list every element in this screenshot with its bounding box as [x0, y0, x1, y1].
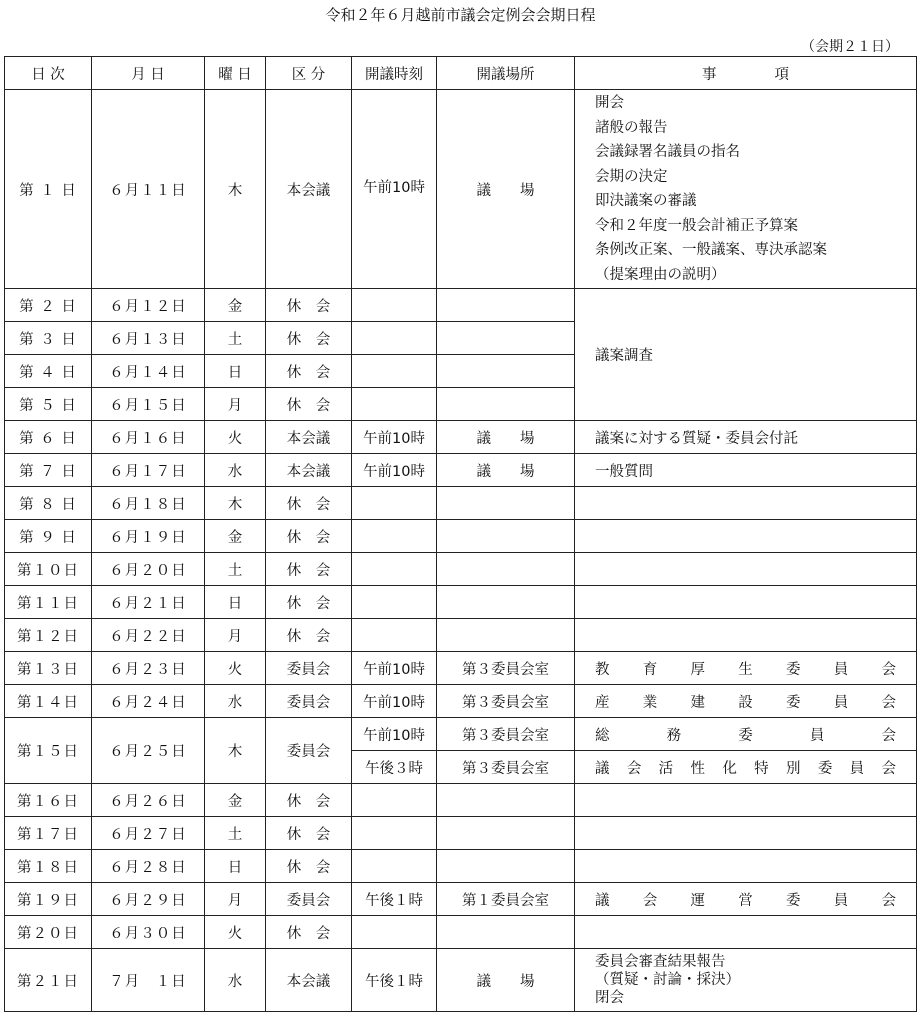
- day-cell: 第 ２ 日: [5, 289, 92, 322]
- table-row: [5, 586, 917, 619]
- date-cell: ６月２８日: [92, 850, 205, 883]
- venue-cell: [437, 916, 575, 949]
- start-time-cell: [352, 916, 437, 949]
- session-type-cell: 委員会: [266, 883, 352, 916]
- weekday-cell: 月: [205, 619, 266, 652]
- venue-cell: [437, 289, 575, 322]
- session-type-cell: 休 会: [266, 322, 352, 355]
- venue-cell: 議 場: [437, 949, 575, 1012]
- start-time-cell: [352, 289, 437, 322]
- session-type-cell: 本会議: [266, 421, 352, 454]
- table-row: [5, 850, 917, 883]
- date-cell: ６月２７日: [92, 817, 205, 850]
- venue-cell: [437, 388, 575, 421]
- day-cell: 第 ５ 日: [5, 388, 92, 421]
- agenda-item: 会議録署名議員の指名: [595, 144, 740, 160]
- agenda-item: 条例改正案、一般議案、専決承認案: [595, 242, 827, 258]
- header-cell: 曜 日: [205, 57, 266, 90]
- agenda-cell: 議案調査: [575, 289, 917, 421]
- venue-cell: 第３委員会室: [437, 652, 575, 685]
- agenda-cell: [575, 949, 917, 1012]
- weekday-cell: 火: [205, 652, 266, 685]
- header-row: [5, 57, 917, 90]
- day-cell: 第１４日: [5, 685, 92, 718]
- page-title: 令和２年６月越前市議会定例会会期日程: [325, 6, 596, 24]
- weekday-cell: 水: [205, 949, 266, 1012]
- venue-cell: 第３委員会室: [437, 685, 575, 718]
- start-time-cell: 午前10時: [352, 685, 437, 718]
- session-type-cell: 休 会: [266, 553, 352, 586]
- date-cell: ６月２４日: [92, 685, 205, 718]
- table-row: [5, 685, 917, 718]
- day-cell: 第 ６ 日: [5, 421, 92, 454]
- agenda-cell: [575, 553, 917, 586]
- date-cell: ６月１４日: [92, 355, 205, 388]
- weekday-cell: 金: [205, 520, 266, 553]
- day-cell: 第 ７ 日: [5, 454, 92, 487]
- table-row: [5, 784, 917, 817]
- date-cell: ６月１３日: [92, 322, 205, 355]
- agenda-item: 閉会: [595, 990, 624, 1006]
- session-type-cell: 休 会: [266, 388, 352, 421]
- weekday-cell: 日: [205, 586, 266, 619]
- table-row: [5, 90, 917, 289]
- table-row: [5, 883, 917, 916]
- weekday-cell: 土: [205, 553, 266, 586]
- agenda-item: 令和２年度一般会計補正予算案: [595, 217, 798, 234]
- agenda-cell: [575, 454, 917, 487]
- session-type-cell: 本会議: [266, 90, 352, 289]
- table-row: [5, 454, 917, 487]
- day-cell: 第 ４ 日: [5, 355, 92, 388]
- weekday-cell: 木: [205, 90, 266, 289]
- venue-cell: [437, 355, 575, 388]
- agenda-item: 議会運営委員会: [595, 892, 896, 909]
- date-cell: ６月１７日: [92, 454, 205, 487]
- agenda-cell: [575, 883, 917, 916]
- agenda-item: 教育厚生委員会: [595, 661, 896, 678]
- session-type-cell: 休 会: [266, 916, 352, 949]
- agenda-item: 議会活性化特別委員会: [595, 760, 896, 777]
- table-row: [5, 652, 917, 685]
- agenda-cell: [575, 487, 917, 520]
- agenda-cell: [575, 916, 917, 949]
- venue-cell: [437, 817, 575, 850]
- schedule-table: [4, 56, 917, 1012]
- agenda-cell: [575, 421, 917, 454]
- agenda-cell: [575, 652, 917, 685]
- day-cell: 第１９日: [5, 883, 92, 916]
- start-time-cell: 午前10時: [352, 718, 437, 751]
- weekday-cell: 月: [205, 388, 266, 421]
- date-cell: ７月 １日: [92, 949, 205, 1012]
- header-cell: 開議時刻: [352, 57, 437, 90]
- agenda-cell: [575, 850, 917, 883]
- header-cell: 事 項: [575, 57, 917, 90]
- header-cell: 区 分: [266, 57, 352, 90]
- venue-cell: [437, 553, 575, 586]
- weekday-cell: 日: [205, 355, 266, 388]
- weekday-cell: 木: [205, 718, 266, 784]
- day-cell: 第 ８ 日: [5, 487, 92, 520]
- session-type-cell: 本会議: [266, 949, 352, 1012]
- agenda-cell: [575, 817, 917, 850]
- weekday-cell: 土: [205, 322, 266, 355]
- venue-cell: [437, 520, 575, 553]
- table-row: [5, 289, 917, 322]
- agenda-item: 開会: [595, 95, 624, 111]
- weekday-cell: 水: [205, 685, 266, 718]
- start-time-cell: 午後３時: [352, 751, 437, 784]
- day-cell: 第 ３ 日: [5, 322, 92, 355]
- weekday-cell: 日: [205, 850, 266, 883]
- date-cell: ６月２９日: [92, 883, 205, 916]
- venue-cell: 第３委員会室: [437, 718, 575, 751]
- table-row: [5, 619, 917, 652]
- agenda-item: 委員会審査結果報告: [595, 954, 726, 970]
- agenda-item: （提案理由の説明）: [595, 266, 726, 283]
- date-cell: ６月１１日: [92, 90, 205, 289]
- start-time-cell: [352, 355, 437, 388]
- start-time-cell: 午前10時: [352, 90, 437, 289]
- table-row: [5, 718, 917, 751]
- header-cell: 日 次: [5, 57, 92, 90]
- start-time-cell: 午後１時: [352, 949, 437, 1012]
- table-row: [5, 553, 917, 586]
- weekday-cell: 水: [205, 454, 266, 487]
- agenda-item: （質疑・討論・採決）: [595, 972, 740, 988]
- day-cell: 第２１日: [5, 949, 92, 1012]
- session-type-cell: 休 会: [266, 817, 352, 850]
- date-cell: ６月２１日: [92, 586, 205, 619]
- session-type-cell: 休 会: [266, 355, 352, 388]
- table-row: [5, 421, 917, 454]
- session-type-cell: 休 会: [266, 487, 352, 520]
- session-type-cell: 休 会: [266, 784, 352, 817]
- weekday-cell: 火: [205, 916, 266, 949]
- start-time-cell: [352, 586, 437, 619]
- day-cell: 第１５日: [5, 718, 92, 784]
- start-time-cell: 午前10時: [352, 652, 437, 685]
- session-type-cell: 委員会: [266, 652, 352, 685]
- venue-cell: [437, 619, 575, 652]
- table-row: [5, 817, 917, 850]
- day-cell: 第１２日: [5, 619, 92, 652]
- date-cell: ６月２２日: [92, 619, 205, 652]
- session-term: （会期２１日）: [801, 39, 899, 55]
- start-time-cell: [352, 322, 437, 355]
- date-cell: ６月１２日: [92, 289, 205, 322]
- date-cell: ６月１６日: [92, 421, 205, 454]
- venue-cell: 議 場: [437, 454, 575, 487]
- agenda-item: 会期の決定: [595, 168, 668, 185]
- agenda-item: 諸般の報告: [595, 119, 668, 136]
- weekday-cell: 金: [205, 784, 266, 817]
- start-time-cell: 午前10時: [352, 454, 437, 487]
- weekday-cell: 土: [205, 817, 266, 850]
- day-cell: 第１３日: [5, 652, 92, 685]
- table-row: [5, 487, 917, 520]
- venue-cell: 議 場: [437, 421, 575, 454]
- date-cell: ６月２０日: [92, 553, 205, 586]
- start-time-cell: [352, 388, 437, 421]
- date-cell: ６月２５日: [92, 718, 205, 784]
- venue-cell: [437, 322, 575, 355]
- start-time-cell: [352, 553, 437, 586]
- venue-cell: 議 場: [437, 90, 575, 289]
- start-time-cell: [352, 784, 437, 817]
- session-type-cell: 休 会: [266, 289, 352, 322]
- start-time-cell: [352, 487, 437, 520]
- agenda-cell: [575, 751, 917, 784]
- date-cell: ６月１９日: [92, 520, 205, 553]
- venue-cell: [437, 784, 575, 817]
- agenda-cell: [575, 586, 917, 619]
- weekday-cell: 金: [205, 289, 266, 322]
- venue-cell: [437, 487, 575, 520]
- day-cell: 第１７日: [5, 817, 92, 850]
- agenda-cell: [575, 718, 917, 751]
- header-cell: 開議場所: [437, 57, 575, 90]
- start-time-cell: 午後１時: [352, 883, 437, 916]
- venue-cell: [437, 586, 575, 619]
- weekday-cell: 火: [205, 421, 266, 454]
- weekday-cell: 月: [205, 883, 266, 916]
- start-time-cell: 午前10時: [352, 421, 437, 454]
- day-cell: 第１１日: [5, 586, 92, 619]
- agenda-item: 産業建設委員会: [595, 694, 896, 711]
- session-type-cell: 休 会: [266, 850, 352, 883]
- session-type-cell: 休 会: [266, 619, 352, 652]
- venue-cell: 第３委員会室: [437, 751, 575, 784]
- date-cell: ６月１５日: [92, 388, 205, 421]
- agenda-item: 議案に対する質疑・委員会付託: [595, 430, 798, 447]
- session-type-cell: 委員会: [266, 685, 352, 718]
- start-time-cell: [352, 619, 437, 652]
- session-type-cell: 休 会: [266, 586, 352, 619]
- venue-cell: 第１委員会室: [437, 883, 575, 916]
- day-cell: 第１８日: [5, 850, 92, 883]
- start-time-cell: [352, 850, 437, 883]
- date-cell: ６月２３日: [92, 652, 205, 685]
- table-row: [5, 520, 917, 553]
- day-cell: 第 ９ 日: [5, 520, 92, 553]
- start-time-cell: [352, 520, 437, 553]
- agenda-cell: [575, 90, 917, 289]
- table-row: [5, 916, 917, 949]
- agenda-cell: [575, 784, 917, 817]
- date-cell: ６月３０日: [92, 916, 205, 949]
- date-cell: ６月２６日: [92, 784, 205, 817]
- agenda-item: 総務委員会: [595, 727, 896, 744]
- weekday-cell: 木: [205, 487, 266, 520]
- agenda-item: 一般質問: [595, 463, 653, 480]
- agenda-item: 即決議案の審議: [595, 193, 697, 209]
- venue-cell: [437, 850, 575, 883]
- day-cell: 第２０日: [5, 916, 92, 949]
- header-cell: 月 日: [92, 57, 205, 90]
- day-cell: 第１６日: [5, 784, 92, 817]
- day-cell: 第 １ 日: [5, 90, 92, 289]
- start-time-cell: [352, 817, 437, 850]
- agenda-cell: [575, 685, 917, 718]
- session-type-cell: 委員会: [266, 718, 352, 784]
- session-type-cell: 休 会: [266, 520, 352, 553]
- day-cell: 第１０日: [5, 553, 92, 586]
- session-type-cell: 本会議: [266, 454, 352, 487]
- date-cell: ６月１８日: [92, 487, 205, 520]
- agenda-cell: [575, 520, 917, 553]
- table-row: [5, 949, 917, 1012]
- agenda-cell: [575, 619, 917, 652]
